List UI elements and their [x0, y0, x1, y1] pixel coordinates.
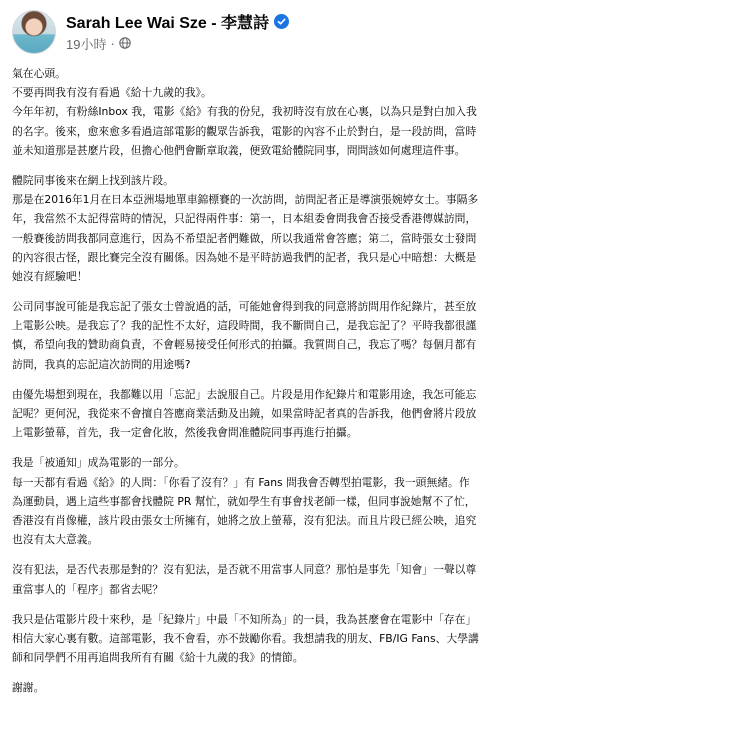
post-paragraph — [12, 171, 720, 286]
post-text-line: 由優先場想到現在，我都難以用「忘記」去說服自己。片段是用作紀錄片和電影用途，我怎可能忘 — [12, 387, 477, 401]
post-text-line: 那是在2016年1月在日本亞洲場地單車錦標賽的一次訪問，訪問記者正是導演張婉婷女士。事隔多 — [12, 193, 479, 207]
post-text-line: 我只是佔電影片段十來秒，是「紀錄片」中最「不知所為」的一員，我為甚麼會在電影中「存在」 — [12, 612, 477, 626]
post-text-line: 沒有犯法，是否代表那是對的？沒有犯法，是否就不用當事人同意？那怕是事先「知會」一聲以尊 — [12, 563, 477, 577]
post-text-line: 氣在心頭。 — [12, 67, 66, 80]
post-text-line: 上電影公映。是我忘了？我的記性不太好，這段時間，我不斷問自己，是我忘記了？平時我都很謹 — [12, 319, 477, 333]
post-paragraph — [12, 453, 720, 549]
post-text-line: 重當事人的「程序」都省去呢？ — [12, 582, 164, 596]
author-name[interactable]: Sarah Lee Wai Sze - 李慧詩 — [66, 14, 270, 32]
post-text-line: 並未知道那是甚麼片段，但擔心他們會斷章取義，便致電給體院同事，問問該如何處理這件事。 — [12, 143, 466, 157]
post-paragraph — [12, 64, 720, 160]
post-text-line: 師和同學們不用再追問我所有有關《給十九歲的我》的情節。 — [12, 651, 304, 665]
post-text-line: 上電影螢幕，首先，我一定會化妝，然後我會問准體院同事再進行拍攝。 — [12, 426, 358, 440]
post-meta — [66, 34, 131, 52]
post-text-line: 年，我當然不太記得當時的情況，只記得兩件事：第一，日本組委會問我會否接受香港傳媒訪問， — [12, 212, 477, 226]
post-paragraph — [12, 610, 720, 668]
post-text-line: 記呢？更何況，我從來不會擅自答應商業活動及出鏡，如果當時記者真的告訴我，他們會將片段放 — [12, 407, 477, 420]
post-text-line: 我是「被通知」成為電影的一部分。 — [12, 456, 185, 470]
post-text-line: 的名字。後來，愈來愈多看過這部電影的觀眾告訴我，電影的內容不止於對白，是一段訪問，當時 — [12, 124, 477, 138]
post-paragraph — [12, 560, 720, 598]
post-text-line: 香港沒有肖像權，該片段由張女士所擁有，她將之放上螢幕，沒有犯法。而且片段已經公映，追究 — [12, 513, 477, 527]
post-text-line: 慎，希望向我的贊助商負責，不會輕易接受任何形式的拍攝。我質問自己，我忘了嗎？每個月都有 — [12, 338, 477, 352]
verified-badge-icon — [274, 14, 289, 29]
post-text-line: 也沒有太大意義。 — [12, 533, 99, 547]
post-body — [12, 64, 720, 708]
post-header — [12, 10, 719, 56]
post-text-line: 一般賽後訪問我都同意進行，因為不希望記者們難做，所以我通常會答應；第二，當時張女士發問 — [12, 231, 477, 245]
post-paragraph — [12, 297, 720, 374]
post-text-line: 她沒有經驗吧！ — [12, 269, 88, 283]
post-text-line: 公司同事說可能是我忘記了張女士曾說過的話，可能她會得到我的同意將訪問用作紀錄片，甚至放 — [12, 300, 477, 314]
post-text-line: 為運動員，遇上這些事都會找體院 PR 幫忙，就如學生有事會找老師一樣，但同事說她幫不了忙， — [12, 494, 476, 508]
meta-separator: · — [110, 35, 115, 51]
post-text-line: 不要再問我有沒有看過《給十九歲的我》。 — [12, 86, 212, 100]
post-text-line: 體院同事後來在網上找到該片段。 — [12, 173, 174, 187]
post-timestamp[interactable]: 19小時 — [66, 36, 107, 52]
globe-icon[interactable] — [119, 37, 131, 49]
author-avatar[interactable] — [12, 10, 56, 54]
post-paragraph — [12, 678, 720, 697]
author-name-row — [66, 10, 289, 32]
post-text-line: 今年年初，有粉絲Inbox 我，電影《給》有我的份兒，我初時沒有放在心裏，以為只是對白加入我 — [12, 105, 477, 119]
post-text-line: 訪問，我真的忘記這次訪問的用途嗎? — [12, 357, 191, 371]
post-text-line: 的內容很古怪，跟比賽完全沒有關係。因為她不是平時訪過我們的記者，我只是心中暗想：大概是 — [12, 250, 477, 264]
post-text-line: 謝謝。 — [12, 681, 45, 695]
post-text-line: 每一天都有看過《給》的人問：「你看了沒有？」有 Fans 問我會否轉型拍電影，我一頭無緒。作 — [12, 475, 470, 489]
post-paragraph — [12, 385, 720, 443]
post-text-line: 相信大家心裏有數。這部電影，我不會看，亦不鼓勵你看。我想請我的朋友、FB/IG Fans、大學講 — [12, 631, 479, 645]
